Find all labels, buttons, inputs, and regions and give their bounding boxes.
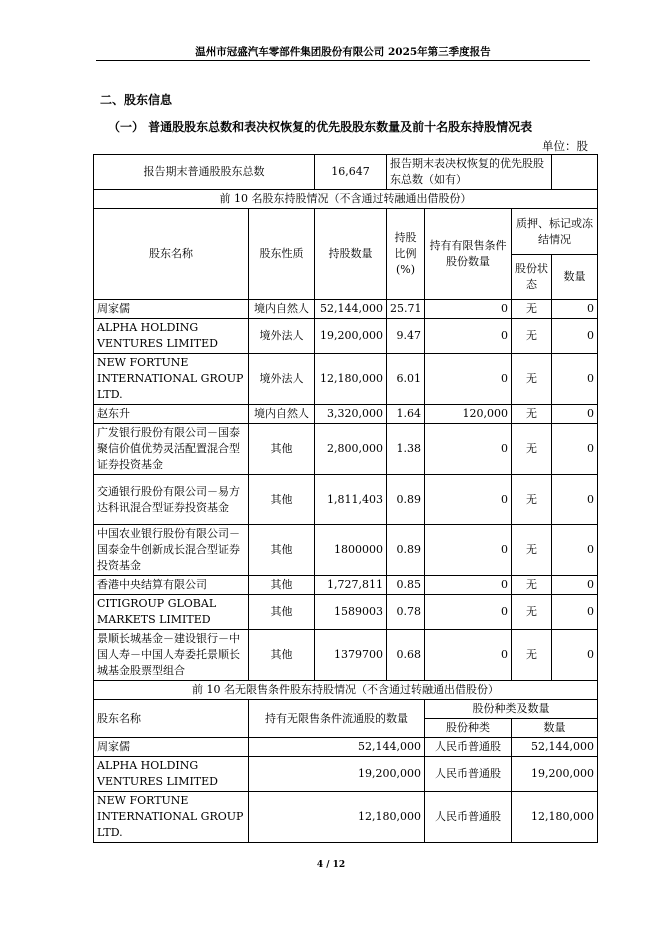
table-row (94, 595, 598, 630)
unrestricted-header-row (94, 700, 598, 719)
share-amount: 12,180,000 (512, 792, 598, 843)
col-header-share-type: 股份种类 (425, 719, 512, 738)
pledge-qty: 0 (552, 424, 598, 475)
col-header-pledge-status: 股份状态 (512, 255, 552, 300)
report-header: 温州市冠盛汽车零部件集团股份有限公司 2025年第三季度报告 (195, 46, 491, 58)
shares-held: 3,320,000 (315, 405, 387, 424)
col-header-shares: 持股数量 (315, 209, 387, 300)
preferred-holders-label: 报告期末表决权恢复的优先股股东总数（如有） (387, 155, 552, 190)
shareholder-name: 景顺长城基金－建设银行－中国人寿－中国人寿委托景顺长城基金股票型组合 (94, 630, 249, 681)
shares-held: 1589003 (315, 595, 387, 630)
table-row (94, 757, 598, 792)
col-header-unres-qty: 持有无限售条件流通股的数量 (249, 700, 425, 738)
pledge-status: 无 (512, 630, 552, 681)
holding-ratio: 0.89 (387, 525, 425, 576)
shareholder-name: 香港中央结算有限公司 (94, 576, 249, 595)
pledge-status: 无 (512, 525, 552, 576)
total-holders-value: 16,647 (315, 155, 387, 190)
shareholder-nature: 其他 (249, 424, 315, 475)
total-holders-label: 报告期末普通股股东总数 (94, 155, 315, 190)
pledge-qty: 0 (552, 525, 598, 576)
subsection-title: （一） 普通股股东总数和表决权恢复的优先股股东数量及前十名股东持股情况表 (108, 120, 533, 134)
pledge-status: 无 (512, 424, 552, 475)
pledge-status: 无 (512, 300, 552, 319)
shares-held: 1,811,403 (315, 475, 387, 525)
pledge-qty: 0 (552, 319, 598, 354)
pledge-qty: 0 (552, 475, 598, 525)
header-divider (96, 60, 590, 61)
share-amount: 52,144,000 (512, 738, 598, 757)
pledge-status: 无 (512, 354, 552, 405)
top10-header-row (94, 209, 598, 255)
shareholder-table (93, 154, 598, 843)
holding-ratio: 9.47 (387, 319, 425, 354)
col-header-restricted: 持有有限售条件股份数量 (425, 209, 512, 300)
shareholder-name: 赵东升 (94, 405, 249, 424)
unrestricted-qty: 12,180,000 (249, 792, 425, 843)
shares-held: 2,800,000 (315, 424, 387, 475)
shareholder-nature: 其他 (249, 630, 315, 681)
shareholder-name: 中国农业银行股份有限公司－国泰金牛创新成长混合型证券投资基金 (94, 525, 249, 576)
table-row (94, 475, 598, 525)
table-row (94, 300, 598, 319)
holding-ratio: 0.68 (387, 630, 425, 681)
shareholder-name: NEW FORTUNE INTERNATIONAL GROUP LTD. (94, 354, 249, 405)
share-type: 人民币普通股 (425, 757, 512, 792)
share-type: 人民币普通股 (425, 792, 512, 843)
pledge-qty: 0 (552, 300, 598, 319)
top10-title-row (94, 190, 598, 209)
table-row (94, 424, 598, 475)
restricted-shares: 0 (425, 354, 512, 405)
unrestricted-title-row (94, 681, 598, 700)
shares-held: 19,200,000 (315, 319, 387, 354)
share-type: 人民币普通股 (425, 738, 512, 757)
preferred-holders-value (552, 155, 598, 190)
top10-title: 前 10 名股东持股情况（不含通过转融通出借股份） (94, 190, 598, 209)
table-row (94, 405, 598, 424)
shares-held: 52,144,000 (315, 300, 387, 319)
table-row (94, 319, 598, 354)
restricted-shares: 0 (425, 576, 512, 595)
restricted-shares: 120,000 (425, 405, 512, 424)
table-row (94, 738, 598, 757)
shareholder-nature: 其他 (249, 595, 315, 630)
col-header-pledge-qty: 数量 (552, 255, 598, 300)
holding-ratio: 25.71 (387, 300, 425, 319)
table-row (94, 354, 598, 405)
holding-ratio: 0.85 (387, 576, 425, 595)
shareholder-name: 周家儒 (94, 300, 249, 319)
shareholder-name: NEW FORTUNE INTERNATIONAL GROUP LTD. (94, 792, 249, 843)
holding-ratio: 6.01 (387, 354, 425, 405)
table-row (94, 576, 598, 595)
shareholder-nature: 境外法人 (249, 354, 315, 405)
shareholder-name: 广发银行股份有限公司－国泰聚信价值优势灵活配置混合型证券投资基金 (94, 424, 249, 475)
restricted-shares: 0 (425, 319, 512, 354)
shareholder-nature: 境内自然人 (249, 300, 315, 319)
col-header-pledge: 质押、标记或冻结情况 (512, 209, 598, 255)
shareholder-name: ALPHA HOLDING VENTURES LIMITED (94, 757, 249, 792)
holding-ratio: 1.38 (387, 424, 425, 475)
section-title: 二、股东信息 (100, 93, 173, 107)
pledge-qty: 0 (552, 595, 598, 630)
col-header-nature: 股东性质 (249, 209, 315, 300)
shareholder-nature: 境内自然人 (249, 405, 315, 424)
shareholder-nature: 其他 (249, 475, 315, 525)
col-header-name: 股东名称 (94, 209, 249, 300)
shares-held: 1379700 (315, 630, 387, 681)
pledge-status: 无 (512, 595, 552, 630)
share-amount: 19,200,000 (512, 757, 598, 792)
restricted-shares: 0 (425, 525, 512, 576)
pledge-qty: 0 (552, 354, 598, 405)
unrestricted-qty: 19,200,000 (249, 757, 425, 792)
table-row (94, 630, 598, 681)
pledge-status: 无 (512, 576, 552, 595)
pledge-status: 无 (512, 405, 552, 424)
table-row (94, 792, 598, 843)
shareholder-name: 交通银行股份有限公司－易方达科讯混合型证券投资基金 (94, 475, 249, 525)
restricted-shares: 0 (425, 300, 512, 319)
restricted-shares: 0 (425, 630, 512, 681)
restricted-shares: 0 (425, 475, 512, 525)
shares-held: 1,727,811 (315, 576, 387, 595)
holding-ratio: 0.89 (387, 475, 425, 525)
pledge-qty: 0 (552, 576, 598, 595)
shareholder-nature: 其他 (249, 576, 315, 595)
unrestricted-title: 前 10 名无限售条件股东持股情况（不含通过转融通出借股份） (94, 681, 598, 700)
holding-ratio: 0.78 (387, 595, 425, 630)
shareholder-nature: 境外法人 (249, 319, 315, 354)
col-header-ratio: 持股比例(%) (387, 209, 425, 300)
pledge-qty: 0 (552, 630, 598, 681)
table-row (94, 525, 598, 576)
pledge-status: 无 (512, 475, 552, 525)
unrestricted-qty: 52,144,000 (249, 738, 425, 757)
shares-held: 12,180,000 (315, 354, 387, 405)
restricted-shares: 0 (425, 424, 512, 475)
holding-ratio: 1.64 (387, 405, 425, 424)
shares-held: 1800000 (315, 525, 387, 576)
shareholder-name: 周家儒 (94, 738, 249, 757)
pledge-status: 无 (512, 319, 552, 354)
shareholder-name: CITIGROUP GLOBAL MARKETS LIMITED (94, 595, 249, 630)
col-header-type-group: 股份种类及数量 (425, 700, 598, 719)
pledge-qty: 0 (552, 405, 598, 424)
page-number: 4 / 12 (316, 860, 346, 870)
summary-row (94, 155, 598, 190)
shareholder-name: ALPHA HOLDING VENTURES LIMITED (94, 319, 249, 354)
unit-label: 单位：股 (542, 139, 588, 153)
col-header-amount: 数量 (512, 719, 598, 738)
shareholder-nature: 其他 (249, 525, 315, 576)
col-header-unres-name: 股东名称 (94, 700, 249, 738)
restricted-shares: 0 (425, 595, 512, 630)
